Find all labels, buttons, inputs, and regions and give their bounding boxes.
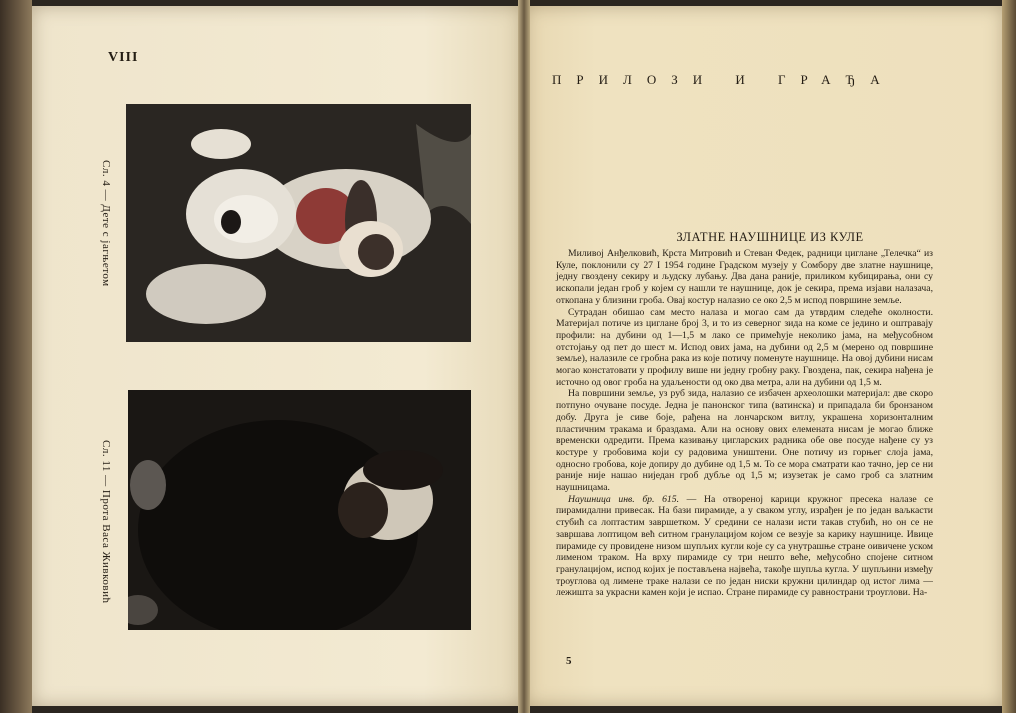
section-heading: ПРИЛОЗИ И ГРАЂА xyxy=(552,72,895,87)
book-gutter xyxy=(518,0,530,713)
paragraph-2: Сутрадан обишао сам место налаза и могао сам да утврдим следеће околности. Материјал потиче из циглане број 3, и то из северног зида на коме се једино и оштравају профили: на дубини од 1—1,5 м лако се примећује неколико јама, на међусобном отстојању од пет до шест м. Испод ових јама, на дубини од 2,5 м (мерено од површине земље), налазиле се гробна рака из које потичу поменуте наушнице. На овој дубини нисам могао констатовати у профилу више ни једну гробну раку. Гвоздена, пак, секира нађена је источно од овог гроба на удаљености од око два метра, али на дубини од 1,5 м. xyxy=(556,306,933,388)
paragraph-1: Миливој Анђелковић, Крста Митровић и Стеван Федек, радници циглане „Телечка“ из Куле, поклонили су 27 I 1954 године Градском музеју у Сомбору две златне наушнице, једну гвоздену секиру и људску лубању. Два дана раније, приликом кубицирања, они су ископали један гроб у којем су нашли те наушнице, док је секира, према изјави налазача, откопана у близини гроба. Овај костур налазио се око 2,5 м испод површине земље. xyxy=(556,248,933,306)
article-body xyxy=(556,248,933,599)
article-title: ЗЛАТНЕ НАУШНИЦЕ ИЗ КУЛЕ xyxy=(676,230,864,244)
photo-child-with-lamb xyxy=(126,104,471,342)
book-edge-right xyxy=(1002,0,1016,713)
paragraph-4-lead: Наушница инв. бр. 615. xyxy=(568,493,680,505)
figure-caption-priest: Сл. 11 — Прота Васа Живковић xyxy=(100,440,112,604)
figure-caption-child: Сл. 4 — Дете с јагњетом xyxy=(100,160,112,287)
paragraph-4 xyxy=(556,494,933,599)
page-number-left: VIII xyxy=(108,50,139,65)
photo-portrait-priest xyxy=(128,390,471,630)
paragraph-3: На површини земље, уз руб зида, налазио се избачен археолошки материјал: две скоро потпуно очуване посуде. Једна је панонског типа (ватинска) и припадала би бронзаном добу. Друга је сиве боје, рађена на лончарском витлу, украшена хоризонталним пластичним тракама и браздама. Али на основу ових елемената нисам је могао ближе временски одредити. Према казивању цигларских радника обе ове посуде нађене су уз костуре у гробовима који су радовима уништени. Оне потичу из горњег слоја јама, односно гробова, које допиру до дубине од 1,5 м. То се мора сматрати као тачно, јер се ни раније није нашао ниједан гроб дубље од 1,5 м; изузетак је само гроб са златним наушницама. xyxy=(556,388,933,494)
paragraph-4-text: — На отвореној карици кружног пресека налазе се пирамидални привесак. На бази пирамиде, а у сваком углу, израђен је по један ваљкасти стубић са лоптастим завршетком. У средини се налази исти такав стубић, но он се не завршава лоптицом већ ситном гранулацијом којом се везује за карику наушнице. Ивице пирамиде су провидене низом шупљих кугли које су са унутрашње стране оивичене уском лименом траком. На врху пирамиде су три нешто веће, међусобно спојене ситном гранулацијом, испод којих је постављена највећа, такође шупља кугла. У шупљини између троуглова од лимене траке налази се по један ниски кружни цилиндар од истог лима — лежишта за украсни камен који је испао. Стране пирамиде су равнострани троуглови. На- xyxy=(556,493,933,599)
page-number-right: 5 xyxy=(566,655,572,667)
book-spine-left xyxy=(0,0,32,713)
